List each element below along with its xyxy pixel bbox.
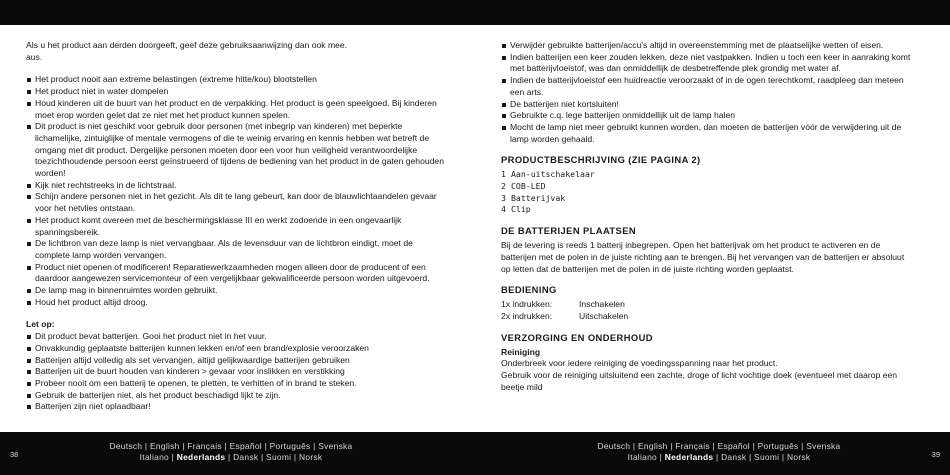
list-item: Schijn andere personen niet in het gezicht. Als dit te lang gebeurt, kan door de blauwlichtaandelen gevaar voor het netvlies ontstaan.: [26, 191, 446, 214]
list-item: Gebruik de batterijen niet, als het product beschadigd lijkt te zijn.: [26, 390, 446, 402]
list-item: Probeer nooit om een batterij te openen, te pletten, te verhitten of in brand te steken.: [26, 378, 446, 390]
list-item: 1 Aan-uitschakelaar: [501, 169, 595, 180]
list-item: Het product nooit aan extreme belastingen (extreme hitte/kou) blootstellen: [26, 74, 446, 86]
list-item: Kijk niet rechtstreeks in de lichtstraal.: [26, 180, 446, 192]
care-subtitle: Reiniging: [501, 346, 541, 357]
list-item: Het product komt overeen met de beschermingsklasse III en werkt zodoende in een ongevaarlijk spanningsbereik.: [26, 215, 446, 238]
list-item: Dit product bevat batterijen. Gooi het product niet in het vuur.: [26, 331, 446, 343]
list-item: Het product niet in water dompelen: [26, 86, 446, 98]
language-nav-left: Deutsch | English | Français | Español | Português | Svenska Italiano | Nederlands | Dansk | Suomi | Norsk: [109, 441, 353, 462]
list-item: Onvakkundig geplaatste batterijen kunnen lekken en/of een brand/explosie veroorzaken: [26, 343, 446, 355]
list-item: De batterijen niet kortsluiten!: [501, 99, 913, 111]
list-item: Mocht de lamp niet meer gebruikt kunnen worden, dan moeten de batterijen vóór de verwijdering uit de lamp worden gehaald.: [501, 122, 913, 145]
operation-row: 2x indrukken: Uitschakelen: [501, 310, 629, 321]
page-number-right: 39: [931, 450, 940, 459]
left-column: [26, 40, 446, 413]
intro-text-2: aus.: [26, 51, 43, 62]
top-bar: [0, 0, 950, 25]
list-item: De lichtbron van deze lamp is niet vervangbaar. Als de levensduur van de lichtbron eindigt, moet de complete lamp worden vervangen.: [26, 238, 446, 261]
list-item: Houd het product altijd droog.: [26, 297, 446, 309]
list-item: 2 COB-LED: [501, 181, 546, 192]
caution-title: Let op:: [26, 319, 55, 330]
language-nav-right: Deutsch | English | Français | Español | Português | Svenska Italiano | Nederlands | Dansk | Suomi | Norsk: [597, 441, 841, 462]
caution-list: [26, 331, 446, 413]
intro-text: Als u het product aan derden doorgeeft, geef deze gebruiksaanwijzing dan ook mee.: [26, 40, 348, 50]
section-title-description: PRODUCTBESCHRIJVING (ZIE PAGINA 2): [501, 154, 701, 166]
battery-safety-list: [501, 40, 913, 145]
list-item: Batterijen uit de buurt houden van kinderen > gevaar voor inslikken en verstikking: [26, 366, 446, 378]
right-column: [501, 40, 913, 393]
list-item: Indien batterijen een keer zouden lekken, deze niet vastpakken. Indien u toch een keer in aanraking komt met batterijvloeistof, was dan onmiddellijk de desbetreffende plek grondig met water af.: [501, 52, 913, 75]
parts-list: [501, 169, 913, 216]
list-item: 3 Batterijvak: [501, 192, 566, 203]
batteries-text: Bij de levering is reeds 1 batterij inbegrepen. Open het batterijvak om het product te activeren en de batterijen met de polen in de juiste richting aan te brengen. Bij het vervangen van de batterijen er absoluut op letten dat de batterijen met de polen in de juiste richting worden geplaatst.: [501, 240, 905, 274]
list-item: De lamp mag in binnenruimtes worden gebruikt.: [26, 285, 446, 297]
list-item: Dit product is niet geschikt voor gebruik door personen (met inbegrip van kinderen) met beperkte lichamelijke, zintuiglijke of mentale vermogens of die te weinig ervaring en kennis hebben wat betreft de omgang met dit product. Dergelijke personen moeten door een voor hun veiligheid verantwoordelijke toezichthoudende persoon eerst geïnstrueerd of tijdens de bediening van het product in de gaten gehouden worden!: [26, 121, 446, 180]
list-item: Houd kinderen uit de buurt van het product en de verpakking. Het product is geen speelgoed. Bij kinderen moet erop worden gelet dat ze niet met het product kunnen spelen.: [26, 98, 446, 121]
list-item: Batterijen altijd volledig als set vervangen, altijd gelijkwaardige batterijen gebruiken: [26, 355, 446, 367]
operation-row: 1x indrukken: Inschakelen: [501, 299, 625, 310]
care-text-1: Onderbreek voor iedere reiniging de voedingsspanning naar het product.: [501, 358, 778, 369]
list-item: Indien de batterijvloeistof een huidreactie veroorzaakt of in de ogen terechtkomt, raadpleeg dan meteen een arts.: [501, 75, 913, 98]
section-title-care: VERZORGING EN ONDERHOUD: [501, 331, 653, 343]
page-number-left: 38: [10, 450, 19, 459]
section-title-batteries: DE BATTERIJEN PLAATSEN: [501, 225, 637, 237]
footer-bar: [0, 432, 950, 475]
list-item: Product niet openen of modificeren! Reparatiewerkzaamheden mogen alleen door de producent of een daardoor aangewezen servicemonteur of een vergelijkbaar gekwalificeerde persoon worden uitgevoerd.: [26, 262, 446, 285]
list-item: Batterijen zijn niet oplaadbaar!: [26, 401, 446, 413]
list-item: Verwijder gebruikte batterijen/accu's altijd in overeenstemming met de plaatselijke wetten of eisen.: [501, 40, 913, 52]
list-item: 4 Clip: [501, 204, 531, 215]
section-title-operation: BEDIENING: [501, 284, 557, 296]
care-text-2: Gebruik voor de reiniging uitsluitend een zachte, droge of licht vochtige doek (eventueel met daarop een beetje mild: [501, 370, 898, 392]
safety-list: [26, 74, 446, 308]
list-item: Gebruikte c.q. lege batterijen onmiddellijk uit de lamp halen: [501, 110, 913, 122]
